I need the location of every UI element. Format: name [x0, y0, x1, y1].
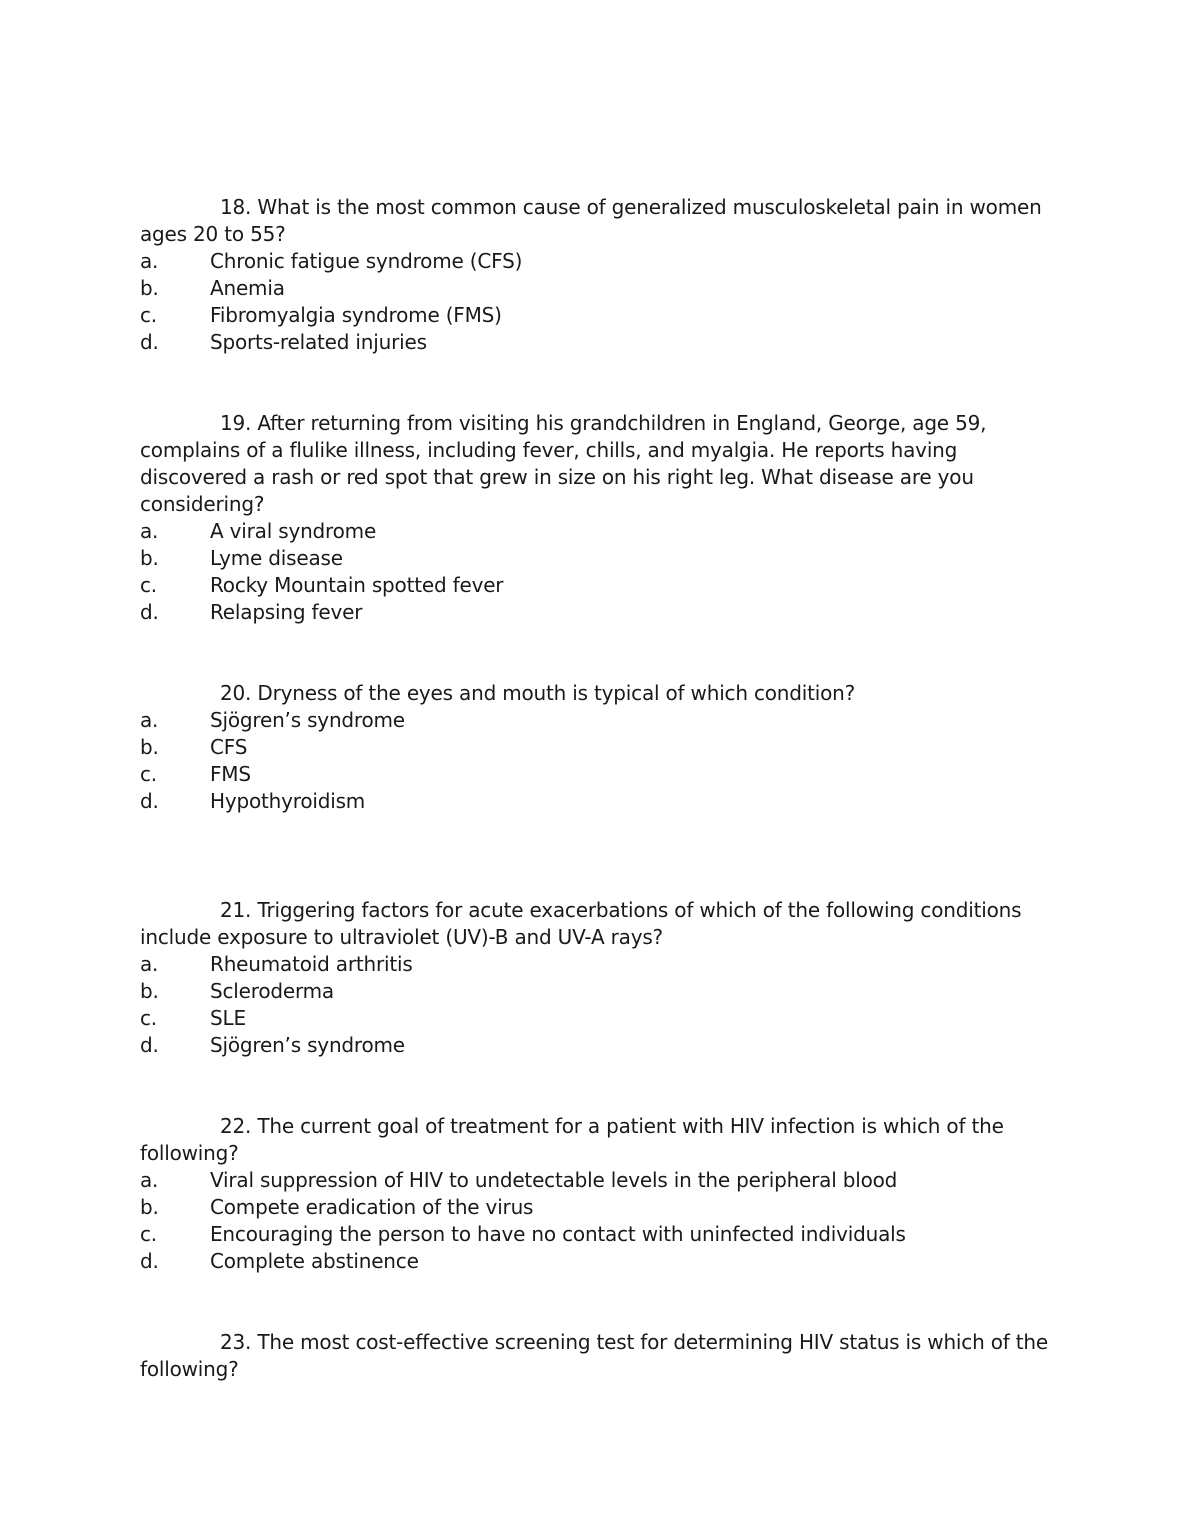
question-21 [140, 897, 1050, 1059]
option-text: Hypothyroidism [210, 789, 366, 813]
option-letter: a. [140, 708, 159, 732]
option-text: Complete abstinence [210, 1249, 419, 1273]
option-text: Relapsing fever [210, 600, 363, 624]
option-letter: b. [140, 1195, 159, 1219]
option-text: Rheumatoid arthritis [210, 952, 413, 976]
option-c [140, 572, 1050, 599]
option-text: Chronic fatigue syndrome (CFS) [210, 249, 523, 273]
option-d [140, 1032, 1050, 1059]
question-text: 23. The most cost-effective screening test for determining HIV status is which of the following? [140, 1330, 1048, 1381]
option-letter: b. [140, 546, 159, 570]
option-b [140, 734, 1050, 761]
question-text: 22. The current goal of treatment for a patient with HIV infection is which of the following? [140, 1114, 1004, 1165]
option-a [140, 951, 1050, 978]
answer-options [140, 707, 1050, 815]
option-text: Viral suppression of HIV to undetectable levels in the peripheral blood [210, 1168, 898, 1192]
answer-options [140, 518, 1050, 626]
option-letter: d. [140, 600, 159, 624]
option-c [140, 302, 1050, 329]
option-a [140, 518, 1050, 545]
option-text: CFS [210, 735, 248, 759]
option-letter: c. [140, 573, 157, 597]
option-letter: d. [140, 789, 159, 813]
question-19 [140, 410, 1050, 626]
option-letter: a. [140, 952, 159, 976]
option-letter: d. [140, 1249, 159, 1273]
question-18 [140, 194, 1050, 356]
option-d [140, 599, 1050, 626]
option-letter: c. [140, 762, 157, 786]
option-a [140, 707, 1050, 734]
answer-options [140, 1167, 1050, 1275]
option-b [140, 545, 1050, 572]
option-text: Anemia [210, 276, 285, 300]
option-text: Rocky Mountain spotted fever [210, 573, 504, 597]
option-letter: a. [140, 249, 159, 273]
option-text: Encouraging the person to have no contact with uninfected individuals [210, 1222, 906, 1246]
option-letter: a. [140, 519, 159, 543]
option-b [140, 1194, 1050, 1221]
question-22 [140, 1113, 1050, 1275]
option-text: Fibromyalgia syndrome (FMS) [210, 303, 502, 327]
option-letter: d. [140, 330, 159, 354]
option-c [140, 761, 1050, 788]
option-text: Scleroderma [210, 979, 334, 1003]
option-letter: c. [140, 303, 157, 327]
option-text: Compete eradication of the virus [210, 1195, 534, 1219]
option-b [140, 978, 1050, 1005]
option-text: Lyme disease [210, 546, 343, 570]
option-letter: b. [140, 276, 159, 300]
option-letter: c. [140, 1006, 157, 1030]
question-text: 21. Triggering factors for acute exacerbations of which of the following conditions include exposure to ultraviolet (UV)-B and UV-A rays? [140, 898, 1022, 949]
option-letter: b. [140, 979, 159, 1003]
question-20 [140, 680, 1050, 815]
option-text: SLE [210, 1006, 246, 1030]
option-text: Sjögren’s syndrome [210, 708, 405, 732]
option-text: A viral syndrome [210, 519, 377, 543]
option-a [140, 248, 1050, 275]
option-letter: d. [140, 1033, 159, 1057]
question-text: 20. Dryness of the eyes and mouth is typical of which condition? [220, 681, 856, 705]
option-letter: b. [140, 735, 159, 759]
option-c [140, 1005, 1050, 1032]
question-text: 19. After returning from visiting his grandchildren in England, George, age 59, complains of a flulike illness, including fever, chills, and myalgia. He reports having discovered a rash or red spot that grew in size on his right leg. What disease are you considering? [140, 411, 987, 516]
option-d [140, 1248, 1050, 1275]
option-b [140, 275, 1050, 302]
option-text: Sjögren’s syndrome [210, 1033, 405, 1057]
option-letter: c. [140, 1222, 157, 1246]
answer-options [140, 951, 1050, 1059]
answer-options [140, 248, 1050, 356]
option-d [140, 329, 1050, 356]
option-text: Sports-related injuries [210, 330, 427, 354]
option-c [140, 1221, 1050, 1248]
option-d [140, 788, 1050, 815]
question-23 [140, 1329, 1050, 1383]
option-text: FMS [210, 762, 251, 786]
option-a [140, 1167, 1050, 1194]
option-letter: a. [140, 1168, 159, 1192]
question-text: 18. What is the most common cause of generalized musculoskeletal pain in women ages 20 to 55? [140, 195, 1042, 246]
